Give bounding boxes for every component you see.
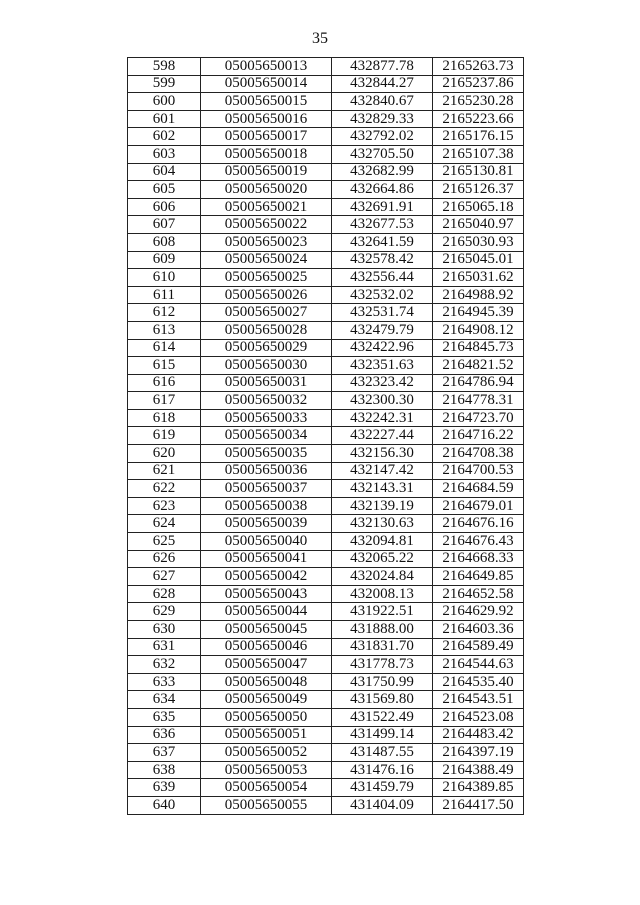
x-coordinate-cell: 432792.02 — [332, 128, 433, 146]
row-number-cell: 627 — [128, 568, 201, 586]
y-coordinate-cell: 2165030.93 — [433, 233, 524, 251]
row-number-cell: 598 — [128, 58, 201, 76]
row-number-cell: 617 — [128, 392, 201, 410]
table-row — [128, 163, 524, 181]
row-number-cell: 610 — [128, 269, 201, 287]
y-coordinate-cell: 2164629.92 — [433, 603, 524, 621]
y-coordinate-cell: 2164945.39 — [433, 304, 524, 322]
x-coordinate-cell: 432147.42 — [332, 462, 433, 480]
cadastral-id-cell: 05005650022 — [201, 216, 332, 234]
y-coordinate-cell: 2165031.62 — [433, 269, 524, 287]
table-row — [128, 726, 524, 744]
x-coordinate-cell: 432531.74 — [332, 304, 433, 322]
row-number-cell: 601 — [128, 110, 201, 128]
table-row — [128, 251, 524, 269]
cadastral-id-cell: 05005650037 — [201, 480, 332, 498]
cadastral-id-cell: 05005650017 — [201, 128, 332, 146]
row-number-cell: 602 — [128, 128, 201, 146]
table-row — [128, 568, 524, 586]
cadastral-id-cell: 05005650027 — [201, 304, 332, 322]
x-coordinate-cell: 432156.30 — [332, 445, 433, 463]
row-number-cell: 637 — [128, 744, 201, 762]
table-row — [128, 585, 524, 603]
cadastral-id-cell: 05005650032 — [201, 392, 332, 410]
y-coordinate-cell: 2164544.63 — [433, 656, 524, 674]
x-coordinate-cell: 432664.86 — [332, 181, 433, 199]
y-coordinate-cell: 2164397.19 — [433, 744, 524, 762]
x-coordinate-cell: 432242.31 — [332, 409, 433, 427]
row-number-cell: 626 — [128, 550, 201, 568]
coordinates-table-body — [128, 58, 524, 815]
cadastral-id-cell: 05005650050 — [201, 708, 332, 726]
y-coordinate-cell: 2165130.81 — [433, 163, 524, 181]
x-coordinate-cell: 432422.96 — [332, 339, 433, 357]
table-row — [128, 216, 524, 234]
cadastral-id-cell: 05005650031 — [201, 374, 332, 392]
row-number-cell: 611 — [128, 286, 201, 304]
cadastral-id-cell: 05005650048 — [201, 673, 332, 691]
cadastral-id-cell: 05005650026 — [201, 286, 332, 304]
table-row — [128, 445, 524, 463]
coordinates-table — [127, 57, 524, 815]
y-coordinate-cell: 2164845.73 — [433, 339, 524, 357]
cadastral-id-cell: 05005650013 — [201, 58, 332, 76]
x-coordinate-cell: 432691.91 — [332, 198, 433, 216]
table-row — [128, 357, 524, 375]
y-coordinate-cell: 2164483.42 — [433, 726, 524, 744]
table-row — [128, 339, 524, 357]
cadastral-id-cell: 05005650034 — [201, 427, 332, 445]
cadastral-id-cell: 05005650039 — [201, 515, 332, 533]
table-row — [128, 673, 524, 691]
x-coordinate-cell: 431522.49 — [332, 708, 433, 726]
cadastral-id-cell: 05005650019 — [201, 163, 332, 181]
x-coordinate-cell: 432641.59 — [332, 233, 433, 251]
x-coordinate-cell: 432143.31 — [332, 480, 433, 498]
row-number-cell: 613 — [128, 321, 201, 339]
table-row — [128, 656, 524, 674]
y-coordinate-cell: 2164708.38 — [433, 445, 524, 463]
x-coordinate-cell: 431569.80 — [332, 691, 433, 709]
y-coordinate-cell: 2164908.12 — [433, 321, 524, 339]
table-row — [128, 708, 524, 726]
table-row — [128, 374, 524, 392]
x-coordinate-cell: 432130.63 — [332, 515, 433, 533]
cadastral-id-cell: 05005650021 — [201, 198, 332, 216]
y-coordinate-cell: 2164388.49 — [433, 761, 524, 779]
cadastral-id-cell: 05005650024 — [201, 251, 332, 269]
row-number-cell: 638 — [128, 761, 201, 779]
x-coordinate-cell: 431922.51 — [332, 603, 433, 621]
row-number-cell: 599 — [128, 75, 201, 93]
row-number-cell: 614 — [128, 339, 201, 357]
cadastral-id-cell: 05005650028 — [201, 321, 332, 339]
y-coordinate-cell: 2164684.59 — [433, 480, 524, 498]
row-number-cell: 629 — [128, 603, 201, 621]
y-coordinate-cell: 2164988.92 — [433, 286, 524, 304]
row-number-cell: 624 — [128, 515, 201, 533]
table-row — [128, 480, 524, 498]
cadastral-id-cell: 05005650041 — [201, 550, 332, 568]
y-coordinate-cell: 2164821.52 — [433, 357, 524, 375]
row-number-cell: 640 — [128, 796, 201, 814]
y-coordinate-cell: 2164649.85 — [433, 568, 524, 586]
table-row — [128, 550, 524, 568]
y-coordinate-cell: 2165230.28 — [433, 93, 524, 111]
row-number-cell: 633 — [128, 673, 201, 691]
row-number-cell: 625 — [128, 533, 201, 551]
table-row — [128, 145, 524, 163]
y-coordinate-cell: 2165176.15 — [433, 128, 524, 146]
x-coordinate-cell: 432677.53 — [332, 216, 433, 234]
table-row — [128, 638, 524, 656]
row-number-cell: 606 — [128, 198, 201, 216]
y-coordinate-cell: 2165045.01 — [433, 251, 524, 269]
y-coordinate-cell: 2164523.08 — [433, 708, 524, 726]
cadastral-id-cell: 05005650030 — [201, 357, 332, 375]
x-coordinate-cell: 431487.55 — [332, 744, 433, 762]
x-coordinate-cell: 431831.70 — [332, 638, 433, 656]
table-row — [128, 392, 524, 410]
x-coordinate-cell: 432094.81 — [332, 533, 433, 551]
y-coordinate-cell: 2164535.40 — [433, 673, 524, 691]
cadastral-id-cell: 05005650051 — [201, 726, 332, 744]
cadastral-id-cell: 05005650047 — [201, 656, 332, 674]
y-coordinate-cell: 2164700.53 — [433, 462, 524, 480]
cadastral-id-cell: 05005650055 — [201, 796, 332, 814]
cadastral-id-cell: 05005650025 — [201, 269, 332, 287]
x-coordinate-cell: 432065.22 — [332, 550, 433, 568]
x-coordinate-cell: 431778.73 — [332, 656, 433, 674]
y-coordinate-cell: 2165107.38 — [433, 145, 524, 163]
table-row — [128, 779, 524, 797]
y-coordinate-cell: 2164417.50 — [433, 796, 524, 814]
table-row — [128, 321, 524, 339]
cadastral-id-cell: 05005650054 — [201, 779, 332, 797]
cadastral-id-cell: 05005650053 — [201, 761, 332, 779]
cadastral-id-cell: 05005650038 — [201, 497, 332, 515]
row-number-cell: 621 — [128, 462, 201, 480]
row-number-cell: 605 — [128, 181, 201, 199]
row-number-cell: 620 — [128, 445, 201, 463]
y-coordinate-cell: 2164723.70 — [433, 409, 524, 427]
table-row — [128, 58, 524, 76]
row-number-cell: 632 — [128, 656, 201, 674]
y-coordinate-cell: 2164652.58 — [433, 585, 524, 603]
y-coordinate-cell: 2164716.22 — [433, 427, 524, 445]
x-coordinate-cell: 432705.50 — [332, 145, 433, 163]
y-coordinate-cell: 2164679.01 — [433, 497, 524, 515]
table-row — [128, 462, 524, 480]
row-number-cell: 628 — [128, 585, 201, 603]
cadastral-id-cell: 05005650033 — [201, 409, 332, 427]
y-coordinate-cell: 2164676.43 — [433, 533, 524, 551]
row-number-cell: 616 — [128, 374, 201, 392]
table-row — [128, 497, 524, 515]
x-coordinate-cell: 432323.42 — [332, 374, 433, 392]
cadastral-id-cell: 05005650023 — [201, 233, 332, 251]
y-coordinate-cell: 2164543.51 — [433, 691, 524, 709]
y-coordinate-cell: 2164786.94 — [433, 374, 524, 392]
page-number: 35 — [312, 30, 328, 47]
x-coordinate-cell: 432300.30 — [332, 392, 433, 410]
row-number-cell: 630 — [128, 621, 201, 639]
cadastral-id-cell: 05005650014 — [201, 75, 332, 93]
table-row — [128, 621, 524, 639]
table-row — [128, 761, 524, 779]
table-row — [128, 691, 524, 709]
x-coordinate-cell: 432532.02 — [332, 286, 433, 304]
cadastral-id-cell: 05005650045 — [201, 621, 332, 639]
x-coordinate-cell: 432479.79 — [332, 321, 433, 339]
row-number-cell: 631 — [128, 638, 201, 656]
x-coordinate-cell: 431499.14 — [332, 726, 433, 744]
cadastral-id-cell: 05005650016 — [201, 110, 332, 128]
y-coordinate-cell: 2165126.37 — [433, 181, 524, 199]
row-number-cell: 639 — [128, 779, 201, 797]
table-row — [128, 75, 524, 93]
row-number-cell: 608 — [128, 233, 201, 251]
x-coordinate-cell: 432139.19 — [332, 497, 433, 515]
cadastral-id-cell: 05005650052 — [201, 744, 332, 762]
table-row — [128, 409, 524, 427]
cadastral-id-cell: 05005650046 — [201, 638, 332, 656]
y-coordinate-cell: 2164778.31 — [433, 392, 524, 410]
x-coordinate-cell: 431404.09 — [332, 796, 433, 814]
cadastral-id-cell: 05005650042 — [201, 568, 332, 586]
table-row — [128, 198, 524, 216]
table-row — [128, 515, 524, 533]
cadastral-id-cell: 05005650040 — [201, 533, 332, 551]
row-number-cell: 609 — [128, 251, 201, 269]
row-number-cell: 612 — [128, 304, 201, 322]
cadastral-id-cell: 05005650036 — [201, 462, 332, 480]
row-number-cell: 635 — [128, 708, 201, 726]
row-number-cell: 604 — [128, 163, 201, 181]
table-row — [128, 796, 524, 814]
table-row — [128, 744, 524, 762]
row-number-cell: 618 — [128, 409, 201, 427]
table-row — [128, 427, 524, 445]
x-coordinate-cell: 432877.78 — [332, 58, 433, 76]
x-coordinate-cell: 432556.44 — [332, 269, 433, 287]
table-row — [128, 233, 524, 251]
x-coordinate-cell: 432829.33 — [332, 110, 433, 128]
table-row — [128, 269, 524, 287]
cadastral-id-cell: 05005650035 — [201, 445, 332, 463]
x-coordinate-cell: 431888.00 — [332, 621, 433, 639]
y-coordinate-cell: 2165263.73 — [433, 58, 524, 76]
table-row — [128, 93, 524, 111]
y-coordinate-cell: 2164668.33 — [433, 550, 524, 568]
x-coordinate-cell: 432844.27 — [332, 75, 433, 93]
x-coordinate-cell: 432840.67 — [332, 93, 433, 111]
x-coordinate-cell: 432008.13 — [332, 585, 433, 603]
x-coordinate-cell: 432578.42 — [332, 251, 433, 269]
table-row — [128, 304, 524, 322]
x-coordinate-cell: 431750.99 — [332, 673, 433, 691]
x-coordinate-cell: 432227.44 — [332, 427, 433, 445]
table-row — [128, 603, 524, 621]
row-number-cell: 623 — [128, 497, 201, 515]
y-coordinate-cell: 2164589.49 — [433, 638, 524, 656]
cadastral-id-cell: 05005650029 — [201, 339, 332, 357]
row-number-cell: 615 — [128, 357, 201, 375]
table-row — [128, 286, 524, 304]
x-coordinate-cell: 432682.99 — [332, 163, 433, 181]
cadastral-id-cell: 05005650044 — [201, 603, 332, 621]
y-coordinate-cell: 2164389.85 — [433, 779, 524, 797]
x-coordinate-cell: 431459.79 — [332, 779, 433, 797]
y-coordinate-cell: 2165040.97 — [433, 216, 524, 234]
table-row — [128, 181, 524, 199]
cadastral-id-cell: 05005650049 — [201, 691, 332, 709]
y-coordinate-cell: 2165237.86 — [433, 75, 524, 93]
y-coordinate-cell: 2165065.18 — [433, 198, 524, 216]
cadastral-id-cell: 05005650043 — [201, 585, 332, 603]
row-number-cell: 603 — [128, 145, 201, 163]
row-number-cell: 607 — [128, 216, 201, 234]
row-number-cell: 634 — [128, 691, 201, 709]
y-coordinate-cell: 2164603.36 — [433, 621, 524, 639]
row-number-cell: 622 — [128, 480, 201, 498]
y-coordinate-cell: 2164676.16 — [433, 515, 524, 533]
x-coordinate-cell: 432024.84 — [332, 568, 433, 586]
x-coordinate-cell: 431476.16 — [332, 761, 433, 779]
row-number-cell: 636 — [128, 726, 201, 744]
table-row — [128, 110, 524, 128]
table-row — [128, 128, 524, 146]
cadastral-id-cell: 05005650020 — [201, 181, 332, 199]
row-number-cell: 619 — [128, 427, 201, 445]
y-coordinate-cell: 2165223.66 — [433, 110, 524, 128]
row-number-cell: 600 — [128, 93, 201, 111]
cadastral-id-cell: 05005650015 — [201, 93, 332, 111]
x-coordinate-cell: 432351.63 — [332, 357, 433, 375]
cadastral-id-cell: 05005650018 — [201, 145, 332, 163]
table-row — [128, 533, 524, 551]
